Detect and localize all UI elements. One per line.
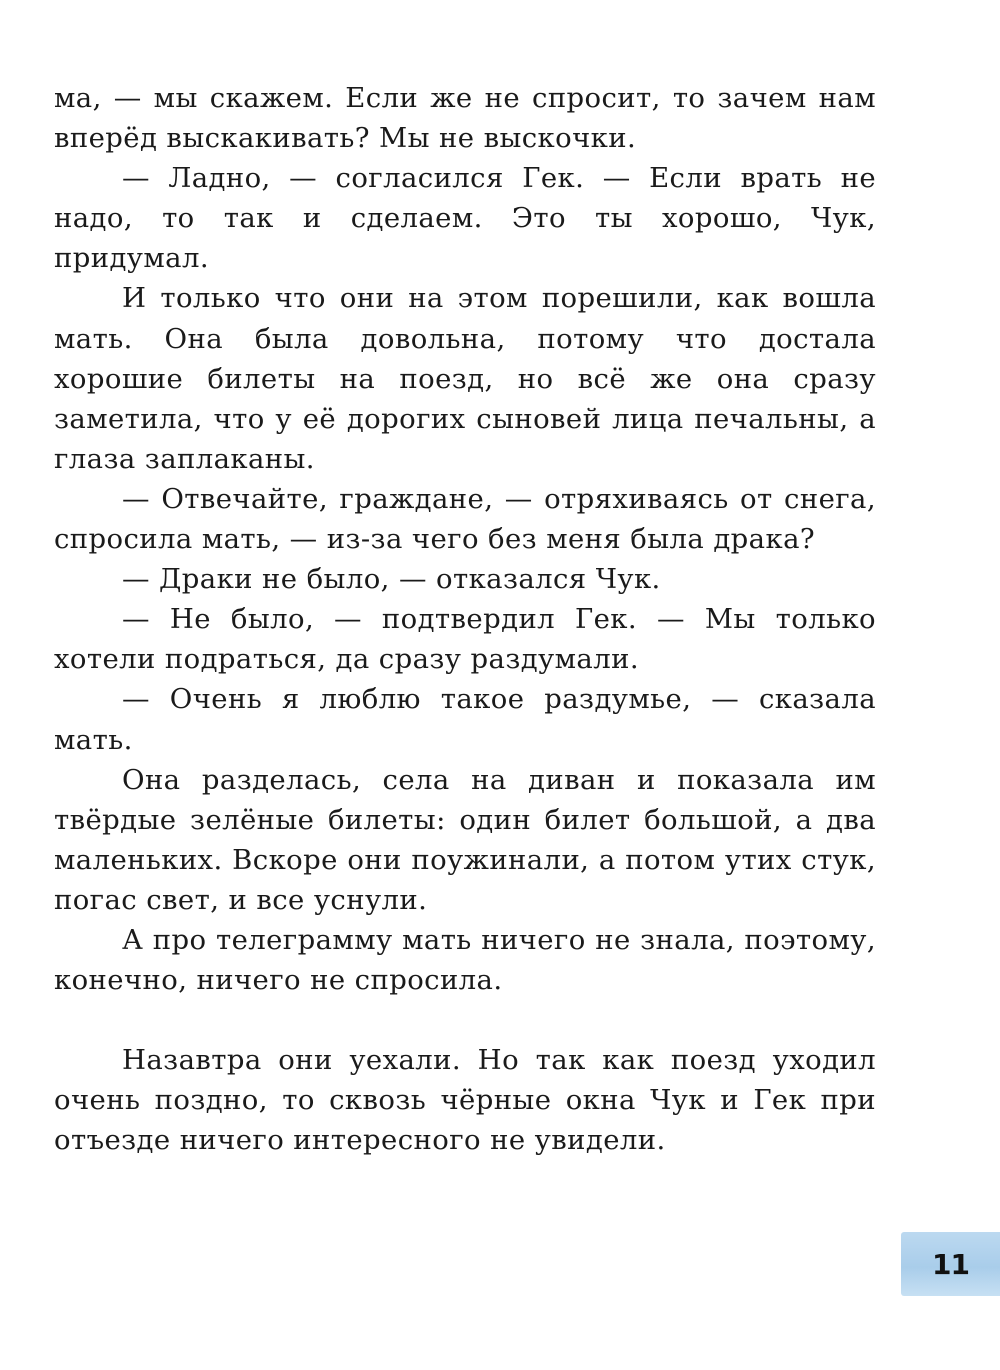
paragraph: А про телеграмму мать ничего не знала, поэтому, конечно, ничего не спросила. xyxy=(54,923,876,997)
paragraph-dialogue: — Ладно, — согласился Гек. — Если врать не надо, то так и сделаем. Это ты хорошо, Чук, придумал. xyxy=(54,162,876,275)
paragraph-dialogue: — Очень я люблю такое раздумье, — сказала мать. xyxy=(54,683,876,756)
section-break xyxy=(54,1000,876,1040)
paragraph: Назавтра они уехали. Но так как поезд уходил очень поздно, то сквозь чёрные окна Чук и Гек при отъезде ничего интересного не увидели. xyxy=(54,1044,876,1157)
page-number-tab xyxy=(901,1232,1000,1296)
paragraph: И только что они на этом порешили, как вошла мать. Она была довольна, потому что достала хорошие билеты на поезд, но всё же она сразу заметила, что у её дорогих сыновей лица печальны, а глаза заплаканы. xyxy=(54,282,876,475)
page-number: 11 xyxy=(932,1247,969,1281)
paragraph: Она разделась, села на диван и показала им твёрдые зелёные билеты: один билет большой, а два маленьких. Вскоре они поужинали, а потом утих стук, погас свет, и все уснули. xyxy=(54,763,876,916)
paragraph-dialogue: — Драки не было, — отказался Чук. xyxy=(122,563,661,596)
paragraph-continuation: ма, — мы скажем. Если же не спросит, то зачем нам вперёд выскакивать? Мы не выскочки. xyxy=(54,82,876,155)
paragraph-dialogue: — Не было, — подтвердил Гек. — Мы только хотели подраться, да сразу раздумали. xyxy=(54,603,876,676)
page-text xyxy=(54,78,876,1160)
paragraph-dialogue: — Отвечайте, граждане, — отряхиваясь от снега, спросила мать, — из-за чего без меня была драка? xyxy=(54,482,876,556)
